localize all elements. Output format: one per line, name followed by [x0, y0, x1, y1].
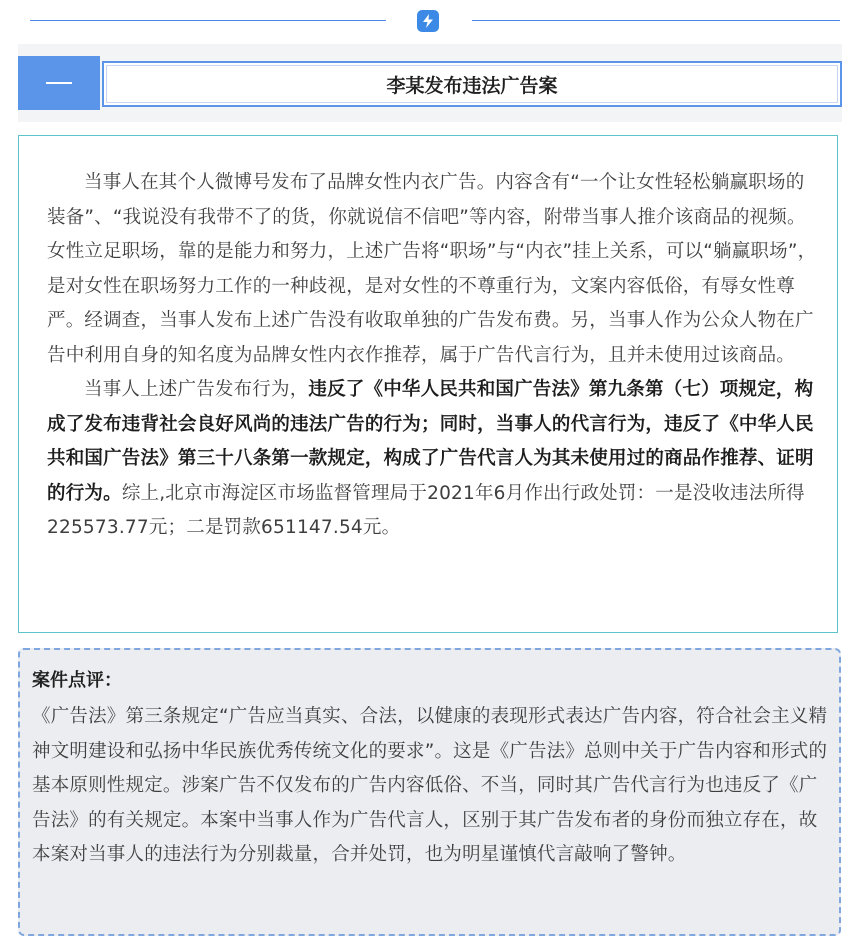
top-divider-left	[30, 20, 386, 21]
commentary-body	[32, 700, 828, 873]
case-paragraph-1: 当事人在其个人微博号发布了品牌女性内衣广告。内容含有“一个让女性轻松躺赢职场的装备”、“我说没有我带不了的货，你就说信不信吧”等内容，附带当事人推介该商品的视频。女性立足职场，靠的是能力和努力，上述广告将“职场”与“内衣”挂上关系，可以“躺赢职场”，是对女性在职场努力工作的一种歧视，是对女性的不尊重行为，文案内容低俗，有辱女性尊严。经调查，当事人发布上述广告没有收取单独的广告发布费。另，当事人作为公众人物在广告中利用自身的知名度为品牌女性内衣作推荐，属于广告代言行为，且并未使用过该商品。	[47, 172, 817, 366]
case-paragraph-2	[47, 373, 817, 546]
case-description	[47, 166, 817, 546]
case-paragraph-2-tail: 综上,北京市海淀区市场监督管理局于2021年6月作出行政处罚：一是没收违法所得225573.77元；二是罚款651147.54元。	[47, 482, 805, 538]
lightning-bolt-icon	[417, 10, 439, 32]
section-header	[18, 44, 842, 122]
page-title: 李某发布违法广告案	[386, 74, 558, 97]
case-commentary-box	[18, 648, 841, 936]
top-divider-right	[472, 20, 840, 21]
header-title-box	[102, 61, 842, 107]
case-description-box	[18, 135, 838, 633]
case-paragraph-2-bold: 违反了《中华人民共和国广告法》第九条第（七）项规定，构成了发布违背社会良好风尚的违法广告的行为；同时，当事人的代言行为，违反了《中华人民共和国广告法》第三十八条第一款规定，构成了广告代言人为其未使用过的商品作推荐、证明的行为。	[47, 379, 814, 504]
commentary-paragraph: 《广告法》第三条规定“广告应当真实、合法，以健康的表现形式表达广告内容，符合社会主义精神文明建设和弘扬中华民族优秀传统文化的要求”。这是《广告法》总则中关于广告内容和形式的基本原则性规定。涉案广告不仅发布的广告内容低俗、不当，同时其广告代言行为也违反了《广告法》的有关规定。本案中当事人作为广告代言人，区别于其广告发布者的身份而独立存在，故本案对当事人的违法行为分别裁量，合并处罚，也为明星谨慎代言敲响了警钟。	[32, 706, 828, 865]
commentary-heading: 案件点评：	[32, 670, 122, 691]
header-tab	[18, 56, 100, 110]
dash-icon	[46, 82, 72, 84]
case-paragraph-2-lead: 当事人上述广告发布行为，	[84, 379, 309, 400]
